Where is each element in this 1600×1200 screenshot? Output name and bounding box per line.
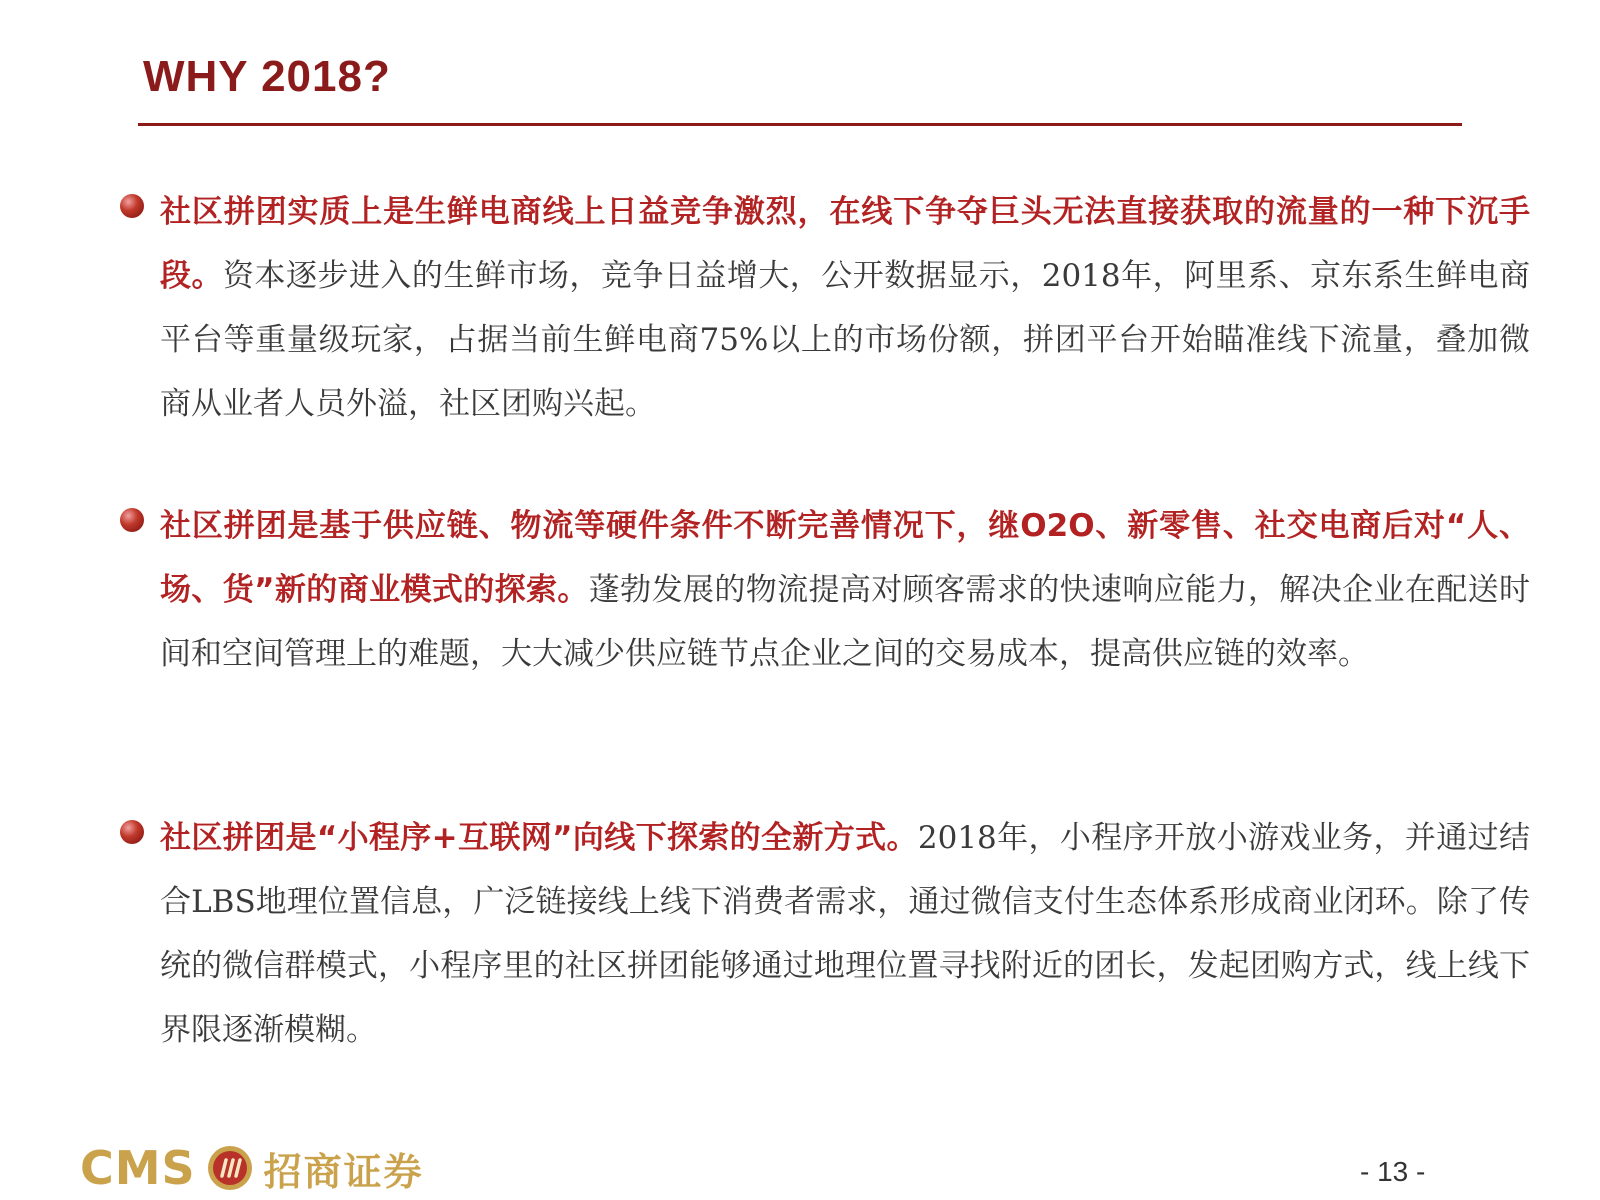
- bullet-item-1: [120, 180, 1530, 436]
- logo-chinese-text: 招商证券: [263, 1149, 424, 1194]
- bullet-marker-icon: [120, 194, 144, 218]
- title-divider: [138, 123, 1462, 126]
- bullet-item-3: [120, 806, 1530, 1062]
- bullet-lead-text: 社区拼团是“小程序+互联网”向线下探索的全新方式。: [160, 820, 918, 856]
- bullet-paragraph: [160, 806, 1530, 1062]
- bullet-lead-text: 社区拼团实质上是生鲜电商线上日益竞争激烈，在线下争夺巨头无法直接获取的流量的一种下沉手段。: [160, 194, 1530, 294]
- bullet-paragraph: [160, 180, 1530, 436]
- bullet-paragraph: [160, 494, 1530, 686]
- company-logo: [80, 1140, 424, 1196]
- bullet-body-text: 蓬勃发展的物流提高对顾客需求的快速响应能力，解决企业在配送时间和空间管理上的难题，大大减少供应链节点企业之间的交易成本，提高供应链的效率。: [160, 572, 1531, 672]
- bullet-marker-icon: [120, 508, 144, 532]
- page-number: - 13 -: [1360, 1156, 1426, 1187]
- logo-latin-text: CMS: [80, 1141, 196, 1195]
- bullet-lead-text: 社区拼团是基于供应链、物流等硬件条件不断完善情况下，继O2O、新零售、社交电商后对“人、场、货”新的商业模式的探索。: [160, 508, 1530, 608]
- bullet-marker-icon: [120, 820, 144, 844]
- bullet-body-text: 2018年，小程序开放小游戏业务，并通过结合LBS地理位置信息，广泛链接线上线下消费者需求，通过微信支付生态体系形成商业闭环。除了传统的微信群模式，小程序里的社区拼团能够通过地理位置寻找附近的团长，发起团购方式，线上线下界限逐渐模糊。: [160, 820, 1530, 1048]
- bullet-body-text: 资本逐步进入的生鲜市场，竞争日益增大，公开数据显示，2018年，阿里系、京东系生鲜电商平台等重量级玩家，占据当前生鲜电商75%以上的市场份额，拼团平台开始瞄准线下流量，叠加微商从业者人员外溢，社区团购兴起。: [160, 258, 1531, 422]
- bullet-item-2: [120, 494, 1530, 686]
- cms-emblem-icon: [206, 1144, 254, 1192]
- slide-title: WHY 2018?: [143, 52, 391, 101]
